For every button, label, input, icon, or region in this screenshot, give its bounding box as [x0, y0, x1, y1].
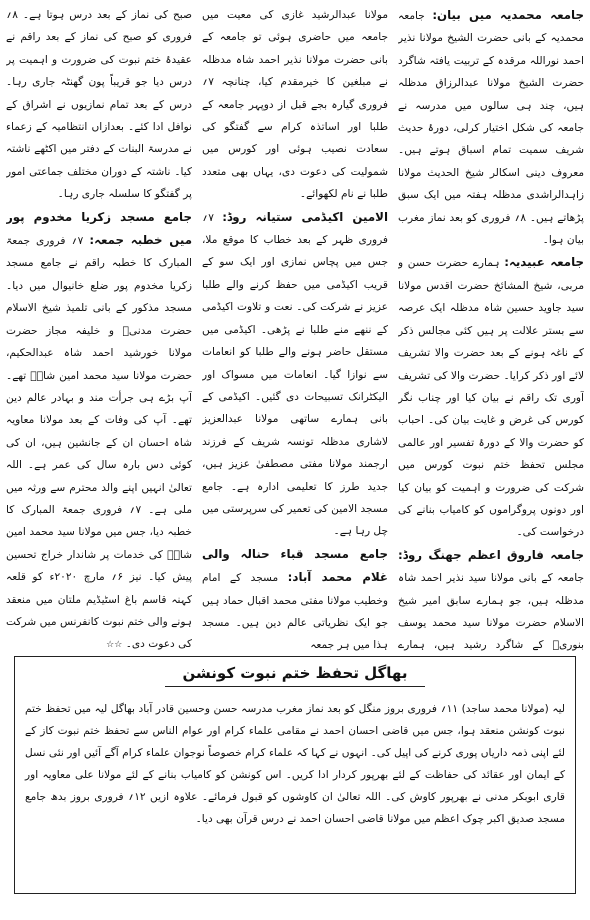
- paragraph-text: جامعہ کے بانی مولانا سید نذیر احمد شاہ مدظلہ ہیں، جو ہمارے سابق امیر شیخ الاسلام حضرت مولانا سید محمد یوسف بنوریؒ کے شاگرد رشید ہیں، ہمارے: [398, 572, 584, 652]
- news-box: [14, 656, 576, 894]
- paragraph-text: جامعہ محمدیہ کے بانی حضرت الشیخ مولانا نذیر احمد نوراللہ مرقدہ کے تربیت یافتہ شاگرد حضرت الشیخ مولانا عبدالرزاق مدظلہ ہیں، چند ہی سالوں میں مدرسہ نے جامعہ کی شکل اختیار کرلی، دورۂ حدیث شریف سمیت تمام اسباق ہوتے ہیں۔ معروف دینی اسکالر شیخ الحدیث مولانا زاہدالراشدی مدظلہ ہفتہ میں ایک سبق پڑھاتے ہیں۔ ۸؍ فروری کو بعد نماز مغرب بیان ہوا۔: [398, 10, 584, 247]
- paragraph: [6, 206, 192, 656]
- article-end-mark: ☆☆: [106, 640, 123, 651]
- paragraph: [398, 4, 584, 251]
- column-left: [6, 4, 192, 656]
- section-heading: الامین اکیڈمی ستیانہ روڈ:: [222, 209, 388, 224]
- paragraph-text: ہمارے حضرت حسن و مربی، شیخ المشائخ حضرت اقدس مولانا سید جاوید حسین شاہ مدظلہ ایک عرصہ سے بستر علالت پر ہیں کئی مجالس ذکر کے ناغہ ہونے کے بعد حضرت والا تشریف لائے اور ذکر کرایا۔ حضرت والا کی تشریف آوری تک راقم نے بیان کیا اور چناب نگر کورس کی غرض و غایت بیان کی۔ احباب کو حضرت والا کے دورۂ تفسیر اور عالمی مجلس تحفظ ختم نبوت کورس میں شرکت کی ضرورت و اہمیت کو بیان کیا اور دونوں پروگراموں کو کامیاب بنانے کی درخواست کی۔: [398, 257, 584, 539]
- paragraph: [398, 251, 584, 543]
- section-heading: جامع مسجد قباء حنالہ والی غلام محمد آباد:: [202, 546, 388, 585]
- section-heading: جامعہ فاروق اعظم جھنگ روڈ:: [398, 547, 584, 562]
- paragraph-text: صبح کی نماز کے بعد درس ہوتا ہے۔ ۸؍ فروری کو صبح کی نماز کے بعد راقم نے عقیدۂ ختم نبوت کی ضرورت و اہمیت پر درس دیا جو قریباً پون گھنٹہ جاری رہا۔ درس کے بعد تمام نمازیوں نے اشراق کے نوافل ادا کئے۔ بعدازاں انتظامیہ کے زعماء نے مدرسۃ البنات کے دفتر میں اکٹھے ناشتہ کیا۔ ناشتہ کے دوران مختلف جماعتی امور پر گفتگو کا سلسلہ جاری رہا۔: [6, 9, 192, 201]
- paragraph-text: ۷؍ فروری جمعۃ المبارک کا خطبہ راقم نے جامع مسجد زکریا مخدوم پور ضلع خانیوال میں دیا۔ مسجد مذکور کے بانی تلمیذ شیخ الاسلام حضرت مدنیؒ و خلیفہ مجاز حضرت مولانا خورشید احمد شاہ عبدالحکیم، حضرت مولانا سید محمد امین شاہؒ تھے۔ آپ بڑے ہی جرأت مند و بہادر عالم دین تھے۔ آپ کی وفات کے بعد مولانا معاویہ شاہ احسان ان کے جانشین ہیں، ان کی کوئی دس بارہ سال کی عمر ہے۔ اللہ تعالیٰ انہیں اپنے والد محترم سے ورثہ میں ملی ہے۔ ۷؍ فروری جمعۃ المبارک کا خطبہ دیا، جس میں مولانا سید محمد امین شاہؒ کی خدمات پر شاندار خراج تحسین پیش کیا۔ نیز ۶؍ مارچ ۲۰۲۰ء کو قلعہ کہنہ قاسم باغ اسٹیڈیم ملتان میں منعقد ہونے والی ختم نبوت کانفرنس میں شرکت کی دعوت دی۔: [6, 235, 192, 651]
- paragraph: [202, 543, 388, 656]
- paragraph: [6, 4, 192, 206]
- section-heading: جامعہ عبیدیہ:: [504, 255, 584, 270]
- column-middle: [202, 4, 388, 656]
- section-heading: جامع مسجد زکریا مخدوم پور میں خطبہ جمعہ:: [6, 209, 192, 248]
- column-right: [398, 4, 584, 656]
- box-title: بھاگل تحفظ ختم نبوت کونشن: [165, 661, 426, 687]
- paragraph-text: مسجد کے امام وخطیب مولانا مفتی محمد اقبال حماد ہیں جو ایک نظریاتی عالم دین ہیں۔ مسجد ہذا میں ہر جمعہ: [202, 572, 388, 652]
- paragraph-text: ۷؍ فروری ظہر کے بعد خطاب کا موقع ملا، جس میں پچاس نمازی اور ایک سو کے قریب اکیڈمی میں حفظ کرنے والے طلبا عزیز نے شرکت کی۔ نعت و تلاوت اکیڈمی کے ننھے منے طلبا نے پڑھی۔ اکیڈمی میں مستقل حاضر ہونے والے طلبا کو انعامات سے نوازا گیا۔ انعامات میں مسواک اور الیکٹرانک تسبیحات دی گئیں۔ اکیڈمی کے بانی ہمارے ساتھی مولانا عبدالعزیز لاشاری مدظلہ تونسہ شریف کے فرزند ارجمند مولانا مفتی مصطفیٰ عزیز ہیں، جدید طرز کا تعلیمی ادارہ ہے۔ جامع مسجد الامین کی تعمیر کی سرپرستی میں چل رہا ہے۔: [202, 211, 388, 538]
- paragraph: [202, 4, 388, 206]
- section-heading: جامعہ محمدیہ میں بیان:: [432, 8, 584, 22]
- paragraph-text: مولانا عبدالرشید غازی کی معیت میں جامعہ میں حاضری ہوئی تو جامعہ کے بانی حضرت مولانا نذیر احمد شاہ مدظلہ نے مبلغین کا خیرمقدم کیا، چنانچہ ۷؍ فروری گیارہ بجے قبل از دوپہر جامعہ کے طلبا اور اساتذہ کرام سے گفتگو کی سعادت نصیب ہوئی اور کورس میں شمولیت کی دعوت دی، یہاں بھی متعدد طلبا نے نام لکھوائے۔: [202, 9, 388, 201]
- box-body: لیہ (مولانا محمد ساجد) ۱۱؍ فروری بروز منگل کو بعد نماز مغرب مدرسہ حسن وحسین قادر آباد بھاگل لیہ میں تحفظ ختم نبوت کونشن منعقد ہوا، جس میں قاضی احسان احمد نے مقامی علماء کرام اور عوام الناس سے تحفظ ختم نبوت کاز کے لئے اپنی ذمہ داریاں پوری کرنے کی اپیل کی۔ انہوں نے کہا کہ علماء کرام خصوصاً نوجوان علماء کرام آگے آئیں اور نئی نسل کے ایمان اور عقائد کی حفاظت کے لئے بھرپور کردار ادا کریں۔ اس کونشن کو کامیاب بنانے کے لئے مولانا علی معاویہ اور قاری ابوبکر مدنی نے بھرپور کاوش کی۔ اللہ تعالیٰ ان کاوشوں کو قبول فرمائے۔ علاوہ ازیں ۱۲؍ فروری بروز بدھ جامع مسجد صدیق اکبر چوک اعظم میں مولانا قاضی احسان احمد نے درس قرآن بھی دیا۔: [25, 702, 565, 825]
- paragraph: [398, 544, 584, 656]
- paragraph: [202, 206, 388, 543]
- article-columns: [6, 4, 584, 656]
